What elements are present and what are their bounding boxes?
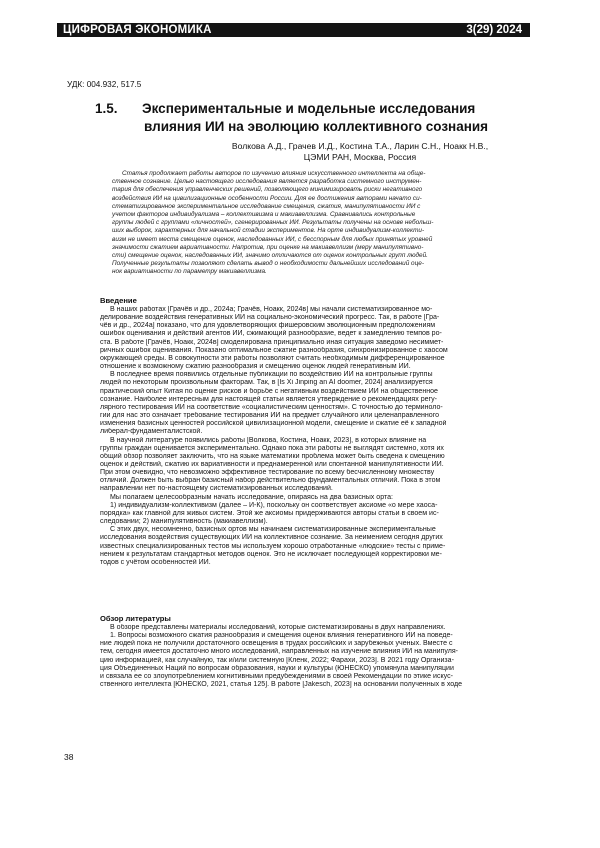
text-line: сти) смещение оценок, наследованных ИИ, значимо отличаются от оценок контрольных групп людей. [112, 252, 532, 260]
text-line: учетом факторов индивидуализма – коллективизма и макиавеллизма. Сравнивались контрольные [112, 211, 532, 219]
review-text [100, 624, 530, 689]
text-line: порядка» как главной для живых систем. Этой же аксиомы придерживаются авторы статьи в своем ис- [100, 510, 530, 518]
intro-text [100, 306, 530, 567]
text-line: ственное сознание. Целью настоящего исследования является разработка системного инструмен- [112, 178, 532, 186]
text-line: нением к результатам стандартных методов оценок. Это не исключает последующей корректировки ме- [100, 551, 530, 559]
text-line: значимости сжатием вариативности. Напротив, при оценке на макиавеллизм (меру манипулятивно- [112, 244, 532, 252]
text-line: ние людей пока не получили достаточного освещения в трудах российских и зарубежных ученых. Вместе с [100, 640, 530, 648]
text-line: При этом очевидно, что невозможно эффективное тестирование по всему бесчисленному множеству [100, 469, 530, 477]
text-line: визм не имеет места смещение оценок, наследованных ИИ, с бесспорным для любых принятых уровней [112, 236, 532, 244]
title-line-2: влияния ИИ на эволюцию коллективного сознания [144, 118, 488, 135]
text-line: направлении нет по-настоящему систематизированных исследований. [100, 485, 530, 493]
text-line: гии для нас это означает требование тестирования ИИ на предмет случайного или целенаправленного [100, 412, 530, 420]
text-line: изменения базисных ценностей российской цивилизационной модели, смещение и сжатие её к западной [100, 420, 530, 428]
text-line: ошибок оценивания и действий агентов ИИ, сжимающий разнообразие, ведет к замедлению темпов ро- [100, 330, 530, 338]
text-line: С этих двух, несомненно, базисных ортов мы начинаем систематизированные экспериментальные [100, 526, 530, 534]
text-line: тем, сегодня имеется достаточно много исследований, направленных на изучение влияния ИИ на манипуля- [100, 648, 530, 656]
text-line: следовании; 2) манипулятивность (макиавеллизм). [100, 518, 530, 526]
text-line: сознание. Наиболее интересным для настоящей статьи является утверждение о рекомендациях регу- [100, 396, 530, 404]
text-line: В научной литературе появились работы [Волкова, Костина, Ноакк, 2023], в которых влияние на [100, 437, 530, 445]
journal-name: ЦИФРОВАЯ ЭКОНОМИКА [63, 23, 212, 37]
authors-block [70, 141, 530, 163]
text-line: отличий. Должен быть выбран базисный набор действительно фундаментальных отличий. Пока в этом [100, 477, 530, 485]
text-line: лярного тестирования ИИ на соответствие «социалистическим ценностям». С точностью до терминоло- [100, 404, 530, 412]
text-line: В наших работах [Грачёв и др., 2024а; Грачёв, Ноакк, 2024в] мы начали систематизированное мо- [100, 306, 530, 314]
text-line: ста. В работе [Грачёв, Ноакк, 2024в] смоделирована принципиально иная ситуация заведомо несиммет- [100, 339, 530, 347]
page-number: 38 [64, 752, 73, 762]
section-number: 1.5. [95, 100, 118, 117]
text-line: группы граждан оценивается экспериментально. Однако пока эти работы не выглядят системно, хотя их [100, 445, 530, 453]
text-line: Мы полагаем целесообразным начать исследование, опираясь на два базисных орта: [100, 494, 530, 502]
text-line: группы людей с группами «личностей», сгенерированных ИИ. Результаты получены на основе небольш- [112, 219, 532, 227]
text-line: Полученные результаты позволяют сделать вывод о необходимости дальнейших исследований оце- [112, 260, 532, 268]
text-line: ричных ошибок оценивания. Показано оптимальное сжатие разнообразия, синхронизированное с хаосом [100, 347, 530, 355]
abstract [112, 170, 532, 277]
intro-heading: Введение [100, 296, 137, 305]
author-names: Волкова А.Д., Грачев И.Д., Костина Т.А., Ларин С.Н., Ноакк Н.В., [190, 141, 530, 152]
review-heading: Обзор литературы [100, 614, 171, 623]
text-line: практический опыт Китая по оценке рисков и борьбе с негативным воздействием ИИ на общественное [100, 388, 530, 396]
text-line: и связала ее со злоупотреблением когнитивными предубеждениями в своей Рекомендации по этике искус- [100, 673, 530, 681]
text-line: оценок и действий, сжатию их вариативности и преднамеренной или спонтанной манипулятивности ИИ. [100, 461, 530, 469]
text-line: ственного интеллекта [ЮНЕСКО, 2021, статья 125]. В работе [Jakesch, 2023] на основании полученных в ходе [100, 681, 530, 689]
text-line: В последнее время появились отдельные публикации по воздействию ИИ на контрольные группы [100, 371, 530, 379]
text-line: чёв и др., 2024а] показано, что для удовлетворяющих фишеровским эволюционным предположениям [100, 322, 530, 330]
text-line: 1. Вопросы возможного сжатия разнообразия и смещения оценок влияния генеративного ИИ на поведе- [100, 632, 530, 640]
text-line: ших выборок, характерных для начальной стадии экспериментов. На ортe индивидуализм-коллекти- [112, 227, 532, 235]
text-line: нок вариативности по параметру макиавеллизма. [112, 268, 532, 276]
text-line: тария для обеспечения управленческих решений, позволяющего минимизировать риски негативного [112, 186, 532, 194]
text-line: известных специализированных тестов мы используем хорошо отработанные «людские» тесты с приме- [100, 543, 530, 551]
journal-header-bar [57, 23, 530, 37]
text-line: воздействия ИИ на цивилизационные особенности России. Для ее достижения авторами начато си- [112, 195, 532, 203]
udk-code: УДК: 004.932, 517.5 [67, 80, 141, 89]
text-line: стематизированное экспериментальное исследование смещения, сжатия, манипулятивности ИИ с [112, 203, 532, 211]
text-line: Статья продолжает работы авторов по изучению влияния искусственного интеллекта на обще- [112, 170, 532, 178]
text-line: окружающей среды. В совокупности эти работы позволяют считать необходимым дифференцированное [100, 355, 530, 363]
text-line: людей по некоторым произвольным факторам. Так, в [Is Xi Jinping an AI doomer, 2024] анализируется [100, 379, 530, 387]
text-line: ция Объединенных Наций по вопросам образования, науки и культуры (ЮНЕСКО) упомянула манипуляции [100, 665, 530, 673]
text-line: общий обзор позволяет заключить, что на языке математики проблема может быть сведена к смещению [100, 453, 530, 461]
title-line-1: Экспериментальные и модельные исследования [142, 100, 475, 117]
text-line: либерал-фундаменталистской. [100, 428, 530, 436]
text-line: отношение к возможному сжатию разнообразия и смещению оценок людей генеративным ИИ. [100, 363, 530, 371]
affiliation: ЦЭМИ РАН, Москва, Россия [190, 152, 530, 163]
text-line: исследования воздействия существующих ИИ на коллективное сознание. За неимением сегодня других [100, 534, 530, 542]
issue-number: 3(29) 2024 [466, 23, 522, 37]
text-line: цию информацией, как случайную, так и/или системную [Кленк, 2022; Фарахи, 2023]. В 2021 году Организа- [100, 657, 530, 665]
text-line: В обзоре представлены материалы исследований, которые систематизированы в двух направлениях. [100, 624, 530, 632]
text-line: 1) индивидуализм-коллективизм (далее – И-К), поскольку он соответствует аксиоме «о мере хаоса- [100, 502, 530, 510]
text-line: делирование воздействия генеративных ИИ на социально-экономический прогресс. Так, в работе [Гра- [100, 314, 530, 322]
text-line: тодов с учётом особенностей ИИ. [100, 559, 530, 567]
